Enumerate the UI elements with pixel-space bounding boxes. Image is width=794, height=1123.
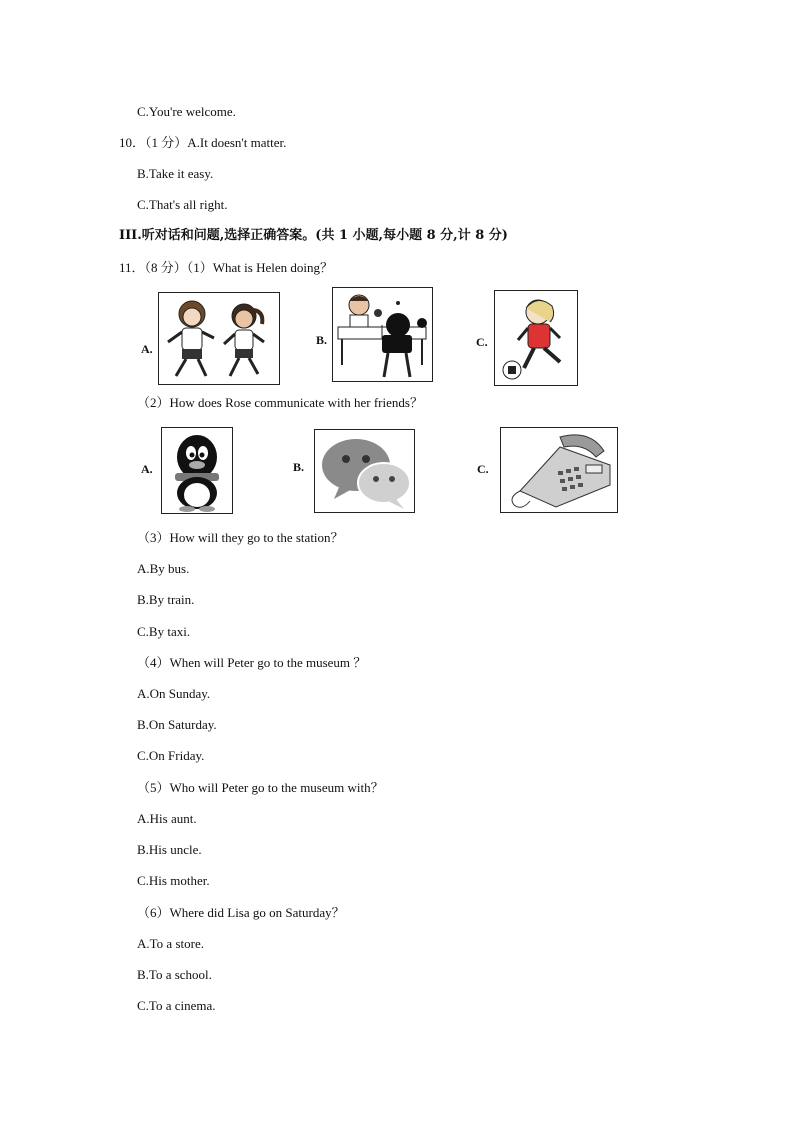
q11-1-label-c: C. xyxy=(476,335,488,349)
q10-stem: 10．（1 分）A.It doesn't matter. xyxy=(119,135,287,150)
q11-3-option-b: B.By train. xyxy=(137,592,195,607)
q11-4-option-b: B.On Saturday. xyxy=(137,717,217,732)
q11-1-label-b: B. xyxy=(316,333,328,347)
q11-2-stem: （2）How does Rose communicate with her friends？ xyxy=(137,395,423,410)
penguin-icon xyxy=(161,427,233,514)
q11-2-label-a: A. xyxy=(141,462,153,476)
q11-5-option-c: C.His mother. xyxy=(137,873,210,888)
section-heading: III.听对话和问题,选择正确答案。(共 1 小题,每小题 8 分,计 8 分) xyxy=(119,228,508,243)
q11-4-option-c: C.On Friday. xyxy=(137,748,205,763)
running-children-image xyxy=(158,292,280,385)
q11-4-option-a: A.On Sunday. xyxy=(137,686,211,701)
q11-3-option-a: A.By bus. xyxy=(137,561,190,576)
q11-3-stem: （3）How will they go to the station？ xyxy=(137,530,344,545)
q11-6-stem: （6）Where did Lisa go on Saturday？ xyxy=(137,905,345,920)
q11-1-label-a: A. xyxy=(141,342,153,356)
q11-5-stem: （5）Who will Peter go to the museum with？ xyxy=(137,780,384,795)
q11-3-option-c: C.By taxi. xyxy=(137,624,191,639)
q10-option-b: B.Take it easy. xyxy=(137,166,214,181)
girl-football-image xyxy=(494,290,578,386)
q11-stem: 11．（8 分）（1）What is Helen doing？ xyxy=(119,260,333,275)
telephone-icon xyxy=(500,427,618,513)
q11-2-label-b: B. xyxy=(293,460,305,474)
q11-6-option-a: A.To a store. xyxy=(137,936,204,951)
q11-4-stem: （4）When will Peter go to the museum ？ xyxy=(137,655,367,670)
q11-6-option-b: B.To a school. xyxy=(137,967,212,982)
q9-option-c: C.You're welcome. xyxy=(137,104,236,119)
q10-option-c: C.That's all right. xyxy=(137,197,228,212)
chat-bubbles-icon xyxy=(314,429,415,513)
q11-5-option-b: B.His uncle. xyxy=(137,842,202,857)
table-tennis-image xyxy=(332,287,433,382)
q11-2-label-c: C. xyxy=(477,462,489,476)
q11-6-option-c: C.To a cinema. xyxy=(137,998,216,1013)
q11-5-option-a: A.His aunt. xyxy=(137,811,197,826)
